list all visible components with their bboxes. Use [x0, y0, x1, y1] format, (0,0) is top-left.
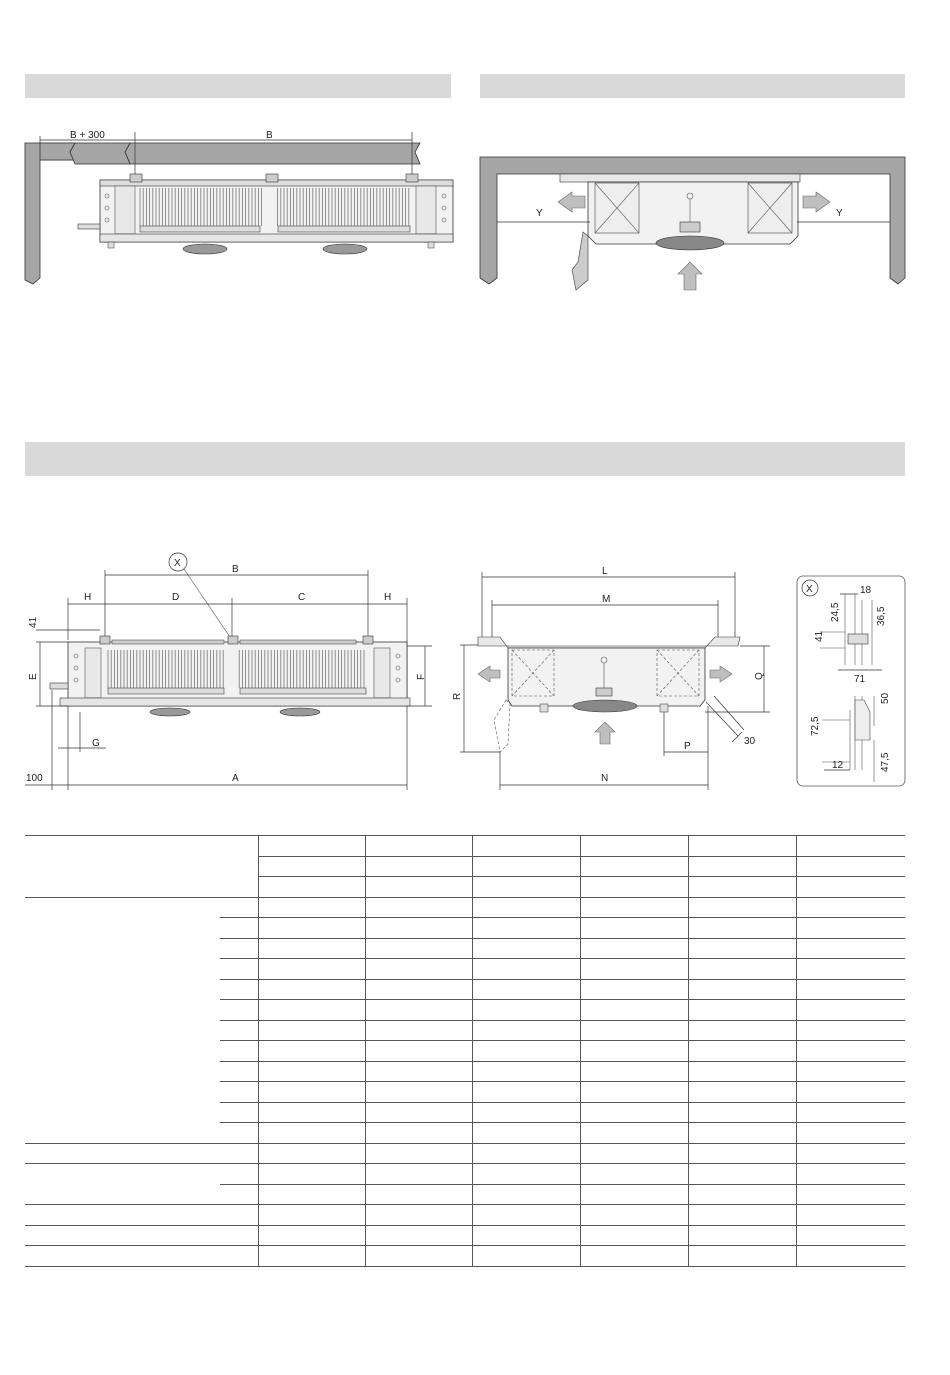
detail-dim-12: 12	[832, 760, 844, 771]
label-y-right: Y	[836, 208, 843, 219]
table-cell	[25, 959, 220, 980]
table-cell	[25, 1020, 220, 1041]
table-cell	[688, 1225, 796, 1246]
detail-dim-47-5: 47,5	[880, 752, 891, 772]
table-cell	[796, 1205, 905, 1226]
table-cell	[365, 1205, 472, 1226]
table-cell	[25, 1246, 220, 1267]
dim-m: M	[602, 594, 611, 605]
table-cell	[258, 877, 365, 898]
table-cell	[220, 918, 258, 939]
table-cell	[472, 1061, 580, 1082]
table-cell	[472, 1123, 580, 1144]
table-row	[25, 1123, 905, 1144]
table-cell	[580, 836, 688, 857]
table-cell	[472, 918, 580, 939]
detail-x-marker: X	[174, 558, 181, 569]
table-cell	[220, 1164, 258, 1185]
table-cell	[258, 1184, 365, 1205]
table-cell	[472, 1225, 580, 1246]
table-cell	[580, 1184, 688, 1205]
table-cell	[580, 856, 688, 877]
table-cell	[220, 1143, 258, 1164]
table-row	[25, 1184, 905, 1205]
table-cell	[25, 938, 220, 959]
table-cell	[220, 1205, 258, 1226]
table-row	[25, 1246, 905, 1267]
table-cell	[25, 1205, 220, 1226]
table-cell	[472, 897, 580, 918]
table-cell	[365, 1184, 472, 1205]
dim-l: L	[602, 566, 608, 577]
table-cell	[25, 1102, 220, 1123]
detail-dim-50: 50	[880, 692, 891, 704]
table-cell	[365, 938, 472, 959]
table-cell	[688, 1123, 796, 1144]
table-cell	[220, 1246, 258, 1267]
table-cell	[258, 897, 365, 918]
dim-d: D	[172, 592, 180, 603]
table-cell	[580, 1225, 688, 1246]
table-cell	[258, 1205, 365, 1226]
table-cell	[796, 1020, 905, 1041]
detail-dim-71: 71	[854, 674, 866, 685]
table-cell	[688, 1061, 796, 1082]
dim-100: 100	[26, 773, 43, 784]
table-cell	[688, 1164, 796, 1185]
table-cell	[796, 1225, 905, 1246]
table-cell	[796, 1041, 905, 1062]
table-cell	[796, 897, 905, 918]
detail-x-label: X	[806, 584, 813, 595]
table-cell	[365, 1123, 472, 1144]
table-row	[25, 938, 905, 959]
table-cell	[220, 959, 258, 980]
table-cell	[220, 1082, 258, 1103]
table-cell	[688, 1102, 796, 1123]
table-cell	[796, 1246, 905, 1267]
table-cell	[472, 1102, 580, 1123]
table-cell	[580, 1205, 688, 1226]
table-row	[25, 1102, 905, 1123]
table-cell	[365, 1041, 472, 1062]
table-cell	[25, 1082, 220, 1103]
table-cell	[365, 1164, 472, 1185]
table-cell	[365, 1082, 472, 1103]
table-cell	[258, 979, 365, 1000]
table-cell	[25, 1184, 220, 1205]
table-cell	[688, 1000, 796, 1021]
table-cell	[365, 856, 472, 877]
table-cell	[472, 1164, 580, 1185]
dim-30: 30	[744, 736, 756, 747]
table-cell	[472, 856, 580, 877]
table-cell	[580, 1041, 688, 1062]
table-cell	[796, 877, 905, 898]
table-row	[25, 1164, 905, 1185]
table-cell	[580, 1020, 688, 1041]
table-cell	[258, 1041, 365, 1062]
table-cell	[580, 959, 688, 980]
table-cell	[365, 877, 472, 898]
table-cell	[472, 1205, 580, 1226]
detail-dim-36-5: 36,5	[876, 606, 887, 626]
table-cell	[580, 1061, 688, 1082]
table-cell	[25, 1061, 220, 1082]
table-cell	[220, 1020, 258, 1041]
table-row	[25, 918, 905, 939]
table-cell	[580, 1143, 688, 1164]
table-cell	[472, 877, 580, 898]
table-cell	[796, 836, 905, 857]
table-cell	[580, 897, 688, 918]
table-cell	[580, 1082, 688, 1103]
table-cell	[25, 836, 258, 898]
table-cell	[796, 1061, 905, 1082]
table-cell	[25, 918, 220, 939]
table-cell	[258, 836, 365, 857]
table-cell	[580, 1123, 688, 1144]
dim-h-right: H	[384, 592, 392, 603]
table-cell	[220, 1184, 258, 1205]
table-cell	[580, 979, 688, 1000]
table-cell	[25, 979, 220, 1000]
table-cell	[365, 1225, 472, 1246]
table-cell	[688, 836, 796, 857]
table-cell	[688, 938, 796, 959]
table-cell	[258, 938, 365, 959]
table-cell	[258, 1020, 365, 1041]
table-cell	[796, 938, 905, 959]
table-cell	[796, 1102, 905, 1123]
detail-dim-41: 41	[814, 630, 825, 642]
table-cell	[688, 918, 796, 939]
table-row	[25, 979, 905, 1000]
table-cell	[220, 979, 258, 1000]
table-cell	[365, 1020, 472, 1041]
table-row	[25, 836, 905, 857]
table-cell	[365, 836, 472, 857]
dim-g: G	[92, 738, 100, 749]
table-cell	[220, 1123, 258, 1144]
table-cell	[365, 1061, 472, 1082]
detail-dim-24-5: 24,5	[830, 602, 841, 622]
table-cell	[258, 1082, 365, 1103]
specification-table	[25, 835, 905, 1267]
table-cell	[220, 938, 258, 959]
dim-e: E	[28, 673, 39, 680]
table-cell	[365, 979, 472, 1000]
table-cell	[472, 959, 580, 980]
table-cell	[220, 1041, 258, 1062]
table-cell	[688, 1041, 796, 1062]
dim-h-left: H	[84, 592, 92, 603]
table-row	[25, 1143, 905, 1164]
table-cell	[580, 877, 688, 898]
table-cell	[258, 1061, 365, 1082]
table-cell	[258, 856, 365, 877]
table-cell	[796, 1082, 905, 1103]
table-cell	[25, 1164, 220, 1185]
table-cell	[688, 856, 796, 877]
table-cell	[796, 1164, 905, 1185]
table-cell	[258, 1000, 365, 1021]
table-cell	[796, 1123, 905, 1144]
table-cell	[365, 1102, 472, 1123]
table-cell	[25, 1225, 220, 1246]
table-row	[25, 1000, 905, 1021]
table-row	[25, 1225, 905, 1246]
table-cell	[25, 1000, 220, 1021]
table-cell	[796, 959, 905, 980]
table-cell	[472, 1246, 580, 1267]
table-cell	[365, 1143, 472, 1164]
detail-dim-18: 18	[860, 585, 872, 596]
dim-41: 41	[28, 616, 39, 628]
table-cell	[365, 1246, 472, 1267]
table-cell	[796, 1184, 905, 1205]
table-cell	[365, 1000, 472, 1021]
table-cell	[258, 1246, 365, 1267]
table-cell	[365, 959, 472, 980]
table-row	[25, 1041, 905, 1062]
dim-n: N	[601, 773, 609, 784]
table-cell	[580, 1102, 688, 1123]
dim-q: Q	[754, 672, 765, 680]
table-cell	[688, 1020, 796, 1041]
table-cell	[220, 1225, 258, 1246]
table-row	[25, 1061, 905, 1082]
table-cell	[472, 1020, 580, 1041]
table-cell	[688, 1143, 796, 1164]
table-cell	[580, 1246, 688, 1267]
dim-a: A	[232, 773, 239, 784]
table-cell	[258, 1225, 365, 1246]
table-cell	[688, 1205, 796, 1226]
dim-b: B	[232, 564, 239, 575]
table-cell	[472, 979, 580, 1000]
table-cell	[796, 979, 905, 1000]
table-cell	[472, 836, 580, 857]
table-cell	[688, 1246, 796, 1267]
table-cell	[580, 1000, 688, 1021]
table-cell	[220, 1102, 258, 1123]
table-cell	[688, 877, 796, 898]
table-cell	[580, 918, 688, 939]
table-cell	[796, 1000, 905, 1021]
table-cell	[688, 1184, 796, 1205]
table-cell	[258, 918, 365, 939]
table-row	[25, 1082, 905, 1103]
dim-f: F	[416, 673, 427, 680]
table-cell	[258, 1123, 365, 1144]
table-cell	[258, 1143, 365, 1164]
table-cell	[796, 918, 905, 939]
table-row	[25, 897, 905, 918]
table-cell	[472, 1082, 580, 1103]
table-row	[25, 959, 905, 980]
detail-dim-72-5: 72,5	[810, 716, 821, 736]
table-cell	[365, 918, 472, 939]
table-cell	[472, 1143, 580, 1164]
table-cell	[796, 1143, 905, 1164]
table-cell	[688, 1082, 796, 1103]
table-cell	[25, 1123, 220, 1144]
table-cell	[25, 897, 220, 918]
table-cell	[25, 1143, 220, 1164]
table-cell	[258, 1102, 365, 1123]
table-cell	[688, 979, 796, 1000]
table-cell	[472, 1184, 580, 1205]
table-cell	[258, 1164, 365, 1185]
table-cell	[365, 897, 472, 918]
table-cell	[220, 1061, 258, 1082]
table-cell	[220, 897, 258, 918]
table-cell	[258, 959, 365, 980]
table-cell	[688, 959, 796, 980]
label-b-plus-300: B + 300	[70, 130, 105, 141]
table-cell	[580, 1164, 688, 1185]
table-cell	[688, 897, 796, 918]
table-cell	[472, 1041, 580, 1062]
table-cell	[25, 1041, 220, 1062]
table-cell	[472, 938, 580, 959]
table-cell	[796, 856, 905, 877]
label-b: B	[266, 130, 273, 141]
label-y-left: Y	[536, 208, 543, 219]
table-cell	[472, 1000, 580, 1021]
dim-c: C	[298, 592, 306, 603]
table-cell	[220, 1000, 258, 1021]
table-row	[25, 1205, 905, 1226]
dim-p: P	[684, 741, 691, 752]
table-row	[25, 1020, 905, 1041]
dim-r: R	[452, 692, 463, 700]
table-cell	[580, 938, 688, 959]
